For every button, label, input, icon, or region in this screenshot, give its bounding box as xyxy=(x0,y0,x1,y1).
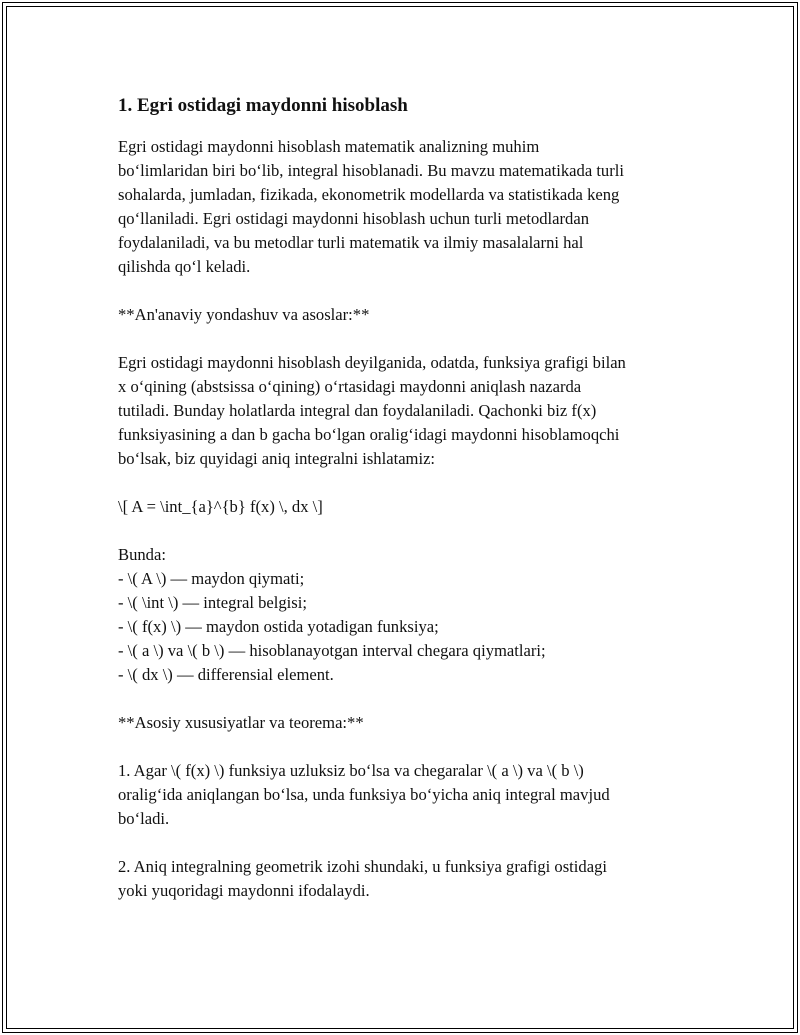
approach-paragraph: Egri ostidagi maydonni hisoblash deyilganida, odatda, funksiya grafigi bilan x o‘qining (abstsissa o‘qining) o‘rtasidagi maydonni aniqlash nazarda tutiladi. Bunday holatlarda integral dan foydalaniladi. Qachonki biz f(x) funksiyasining a dan b gacha bo‘lgan oralig‘idagi maydonni hisoblamoqchi bo‘lsak, biz quyidagi aniq integralni ishlatamiz: xyxy=(118,353,626,468)
paragraph-gap xyxy=(118,831,698,855)
definitions-list: Bunda: - \( A \) — maydon qiymati; - \( \int \) — integral belgisi; - \( f(x) \) — maydon ostida yotadigan funksiya; - \( a \) va \( b \) — hisoblanayotgan interval chegara qiymatlari; - \( dx \) — differensial element. xyxy=(118,545,546,684)
intro-paragraph: Egri ostidagi maydonni hisoblash matematik analizning muhim bo‘limlaridan biri bo‘lib, integral hisoblanadi. Bu mavzu matematikada turli sohalarda, jumladan, fizikada, ekonometrik modellarda va statistikada keng qo‘llaniladi. Egri ostidagi maydonni hisoblash uchun turli metodlardan foydalaniladi, va bu metodlar turli matematik va ilmiy masalalarni hal qilishda qo‘l keladi. xyxy=(118,137,624,276)
paragraph-gap xyxy=(118,519,698,543)
formula-line: \[ A = \int_{a}^{b} f(x) \, dx \] xyxy=(118,497,323,516)
document-body xyxy=(118,92,698,903)
property-item-1: 1. Agar \( f(x) \) funksiya uzluksiz bo‘lsa va chegaralar \( a \) va \( b \) oralig‘ida aniqlangan bo‘lsa, unda funksiya bo‘yicha aniq integral mavjud bo‘ladi. xyxy=(118,761,610,828)
property-item-2: 2. Aniq integralning geometrik izohi shundaki, u funksiya grafigi ostidagi yoki yuqoridagi maydonni ifodalaydi. xyxy=(118,857,607,900)
document-title: 1. Egri ostidagi maydonni hisoblash xyxy=(118,95,408,116)
paragraph-gap xyxy=(118,687,698,711)
section-heading-approach: **An'anaviy yondashuv va asoslar:** xyxy=(118,305,370,324)
section-heading-properties: **Asosiy xususiyatlar va teorema:** xyxy=(118,713,364,732)
paragraph-gap xyxy=(118,279,698,303)
paragraph-gap xyxy=(118,735,698,759)
paragraph-gap xyxy=(118,471,698,495)
paragraph-gap xyxy=(118,327,698,351)
